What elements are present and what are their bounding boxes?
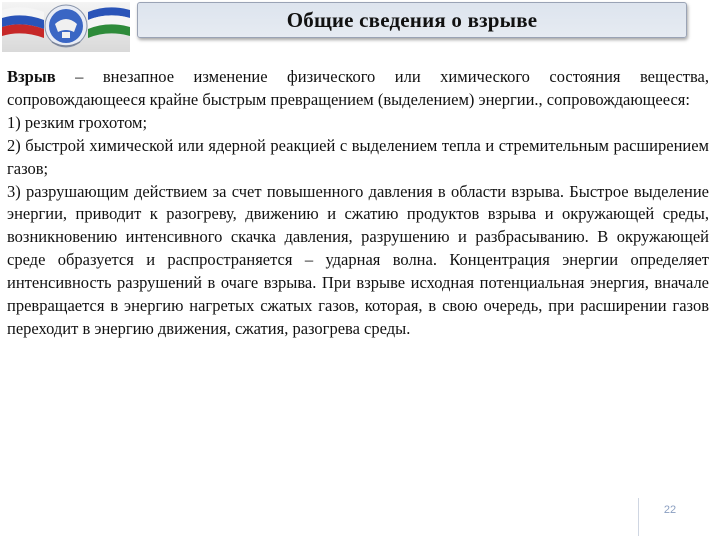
- page-title: Общие сведения о взрыве: [286, 7, 538, 32]
- page-number: 22: [663, 504, 677, 516]
- flags-emblem-logo: [2, 2, 130, 52]
- definition-text: – внезапное изменение физического или химического состояния вещества, сопровождающееся крайне быстрым превращением (выделением) энергии., сопровождающееся:: [7, 67, 709, 109]
- content-body: [7, 66, 709, 341]
- list-item-3: 3) разрушающим действием за счет повышенного давления в области взрыва. Быстрое выделение энергии, приводит к разогреву, движению и сжатию продуктов взрыва и окружающей среды, возникновению интенсивного скачка давления, разрушению и разбрасыванию. В окружающей среде образуется и распространяется – ударная волна. Концентрация энергии определяет интенсивность разрушений в очаге взрыва. При взрыве исходная потенциальная энергия, вначале превращается в энергию нагретых сжатых газов, которая, в свою очередь, при расширении газов переходит в энергию движения, сжатия, разогрева среды.: [7, 181, 709, 338]
- definition-paragraph: [7, 66, 709, 112]
- flags-emblem-icon: [2, 2, 130, 52]
- footer-divider: [638, 498, 639, 536]
- list-item-1: 1) резким грохотом;: [7, 112, 148, 132]
- title-banner: [137, 2, 687, 38]
- list-item-2: 2) быстрой химической или ядерной реакцией с выделением тепла и стремительным расширением газов;: [7, 135, 709, 178]
- defined-term: Взрыв: [7, 67, 56, 86]
